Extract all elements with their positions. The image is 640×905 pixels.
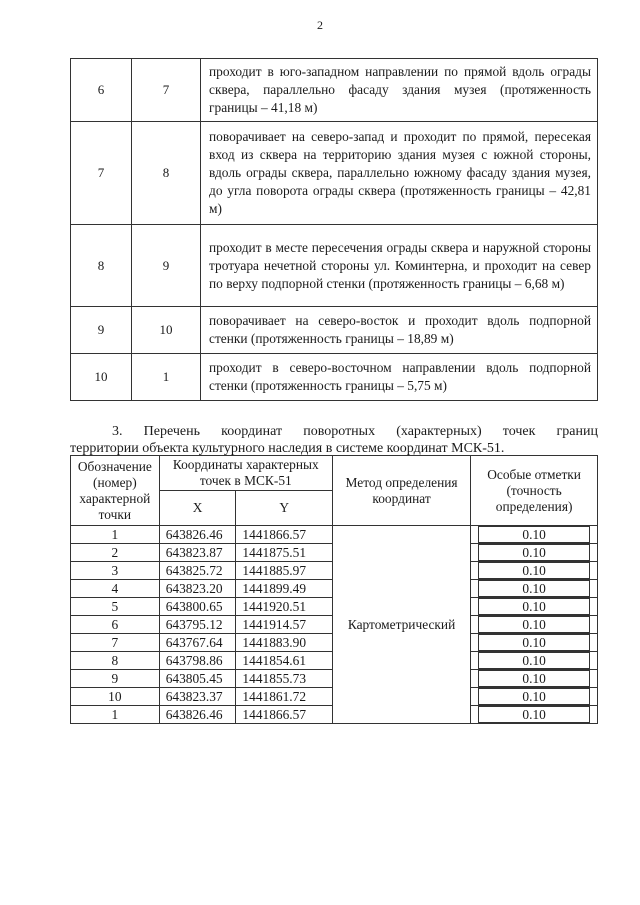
point-number: 3 — [71, 562, 160, 580]
to-point: 10 — [132, 307, 201, 354]
y-coordinate: 1441883.90 — [236, 634, 332, 652]
point-number: 6 — [71, 616, 160, 634]
to-point: 8 — [132, 122, 201, 225]
boundary-text: проходит в северо-восточном направлении вдоль подпорной стенки (протяженность границы – 5,75 м) — [201, 354, 598, 401]
y-coordinate: 1441920.51 — [236, 598, 332, 616]
point-number: 5 — [71, 598, 160, 616]
table-row — [71, 307, 598, 354]
page-number: 2 — [317, 18, 323, 32]
x-coordinate: 643767.64 — [159, 634, 236, 652]
from-point: 6 — [71, 59, 132, 122]
x-coordinate: 643795.12 — [159, 616, 236, 634]
boundary-text: проходит в месте пересечения ограды сквера и наружной стороны тротуара нечетной стороны ул. Коминтерна, и проходит на север по верху подпорной стенки (протяженность границы – 6,68 м) — [201, 225, 598, 307]
to-point: 9 — [132, 225, 201, 307]
method-value: Картометрический — [332, 526, 470, 724]
table-row — [71, 354, 598, 401]
table-row — [71, 526, 598, 544]
boundary-description-table — [70, 58, 598, 401]
x-coordinate: 643823.87 — [159, 544, 236, 562]
accuracy-value: 0.10 — [478, 616, 590, 633]
point-number: 4 — [71, 580, 160, 598]
accuracy-value: 0.10 — [478, 544, 590, 561]
point-number: 2 — [71, 544, 160, 562]
accuracy-cell — [471, 526, 598, 544]
from-point: 7 — [71, 122, 132, 225]
header-coordinates: Координаты характерных точек в МСК-51 — [159, 456, 332, 491]
x-coordinate: 643823.37 — [159, 688, 236, 706]
boundary-text: поворачивает на северо-восток и проходит вдоль подпорной стенки (протяженность границы – 18,89 м) — [201, 307, 598, 354]
from-point: 8 — [71, 225, 132, 307]
x-coordinate: 643805.45 — [159, 670, 236, 688]
accuracy-cell — [471, 616, 598, 634]
accuracy-cell — [471, 652, 598, 670]
accuracy-cell — [471, 706, 598, 724]
accuracy-value: 0.10 — [478, 634, 590, 651]
boundary-text: проходит в юго-западном направлении по прямой вдоль ограды сквера, параллельно фасаду здания музея (протяженность границы – 41,18 м) — [201, 59, 598, 122]
y-coordinate: 1441866.57 — [236, 706, 332, 724]
x-coordinate: 643825.72 — [159, 562, 236, 580]
point-number: 10 — [71, 688, 160, 706]
section-heading-line: территории объекта культурного наследия в системе координат МСК-51. — [70, 441, 505, 456]
y-coordinate: 1441866.57 — [236, 526, 332, 544]
from-point: 10 — [71, 354, 132, 401]
table-row — [71, 225, 598, 307]
accuracy-value: 0.10 — [478, 526, 590, 543]
y-coordinate: 1441875.51 — [236, 544, 332, 562]
accuracy-value: 0.10 — [478, 598, 590, 615]
accuracy-cell — [471, 670, 598, 688]
point-number: 1 — [71, 706, 160, 724]
accuracy-value: 0.10 — [478, 688, 590, 705]
accuracy-cell — [471, 562, 598, 580]
point-number: 1 — [71, 526, 160, 544]
header-accuracy: Особые отметки (точность определения) — [471, 456, 598, 526]
accuracy-cell — [471, 634, 598, 652]
from-point: 9 — [71, 307, 132, 354]
accuracy-value: 0.10 — [478, 706, 590, 723]
to-point: 7 — [132, 59, 201, 122]
x-coordinate: 643826.46 — [159, 706, 236, 724]
accuracy-value: 0.10 — [478, 670, 590, 687]
x-coordinate: 643826.46 — [159, 526, 236, 544]
accuracy-cell — [471, 580, 598, 598]
accuracy-cell — [471, 598, 598, 616]
boundary-text: поворачивает на северо-запад и проходит по прямой, пересекая вход из сквера на территорию здания музея с южной стороны, вдоль ограды сквера, параллельно южному фасаду здания музея, до угла поворота ограды сквера (протяженность границы – 42,81 м) — [201, 122, 598, 225]
y-coordinate: 1441914.57 — [236, 616, 332, 634]
point-number: 9 — [71, 670, 160, 688]
header-x: X — [159, 491, 236, 526]
y-coordinate: 1441899.49 — [236, 580, 332, 598]
point-number: 7 — [71, 634, 160, 652]
table-row — [71, 122, 598, 225]
y-coordinate: 1441854.61 — [236, 652, 332, 670]
header-method: Метод определения координат — [332, 456, 470, 526]
header-point: Обозначение (номер) характерной точки — [71, 456, 160, 526]
coordinates-table — [70, 455, 598, 724]
table-row — [71, 59, 598, 122]
y-coordinate: 1441861.72 — [236, 688, 332, 706]
x-coordinate: 643823.20 — [159, 580, 236, 598]
accuracy-cell — [471, 544, 598, 562]
header-y: Y — [236, 491, 332, 526]
accuracy-value: 0.10 — [478, 580, 590, 597]
accuracy-cell — [471, 688, 598, 706]
point-number: 8 — [71, 652, 160, 670]
accuracy-value: 0.10 — [478, 652, 590, 669]
y-coordinate: 1441885.97 — [236, 562, 332, 580]
x-coordinate: 643800.65 — [159, 598, 236, 616]
y-coordinate: 1441855.73 — [236, 670, 332, 688]
section-heading-line: 3. Перечень координат поворотных (характерных) точек границ — [112, 424, 598, 439]
section-heading — [70, 423, 598, 457]
x-coordinate: 643798.86 — [159, 652, 236, 670]
accuracy-value: 0.10 — [478, 562, 590, 579]
to-point: 1 — [132, 354, 201, 401]
